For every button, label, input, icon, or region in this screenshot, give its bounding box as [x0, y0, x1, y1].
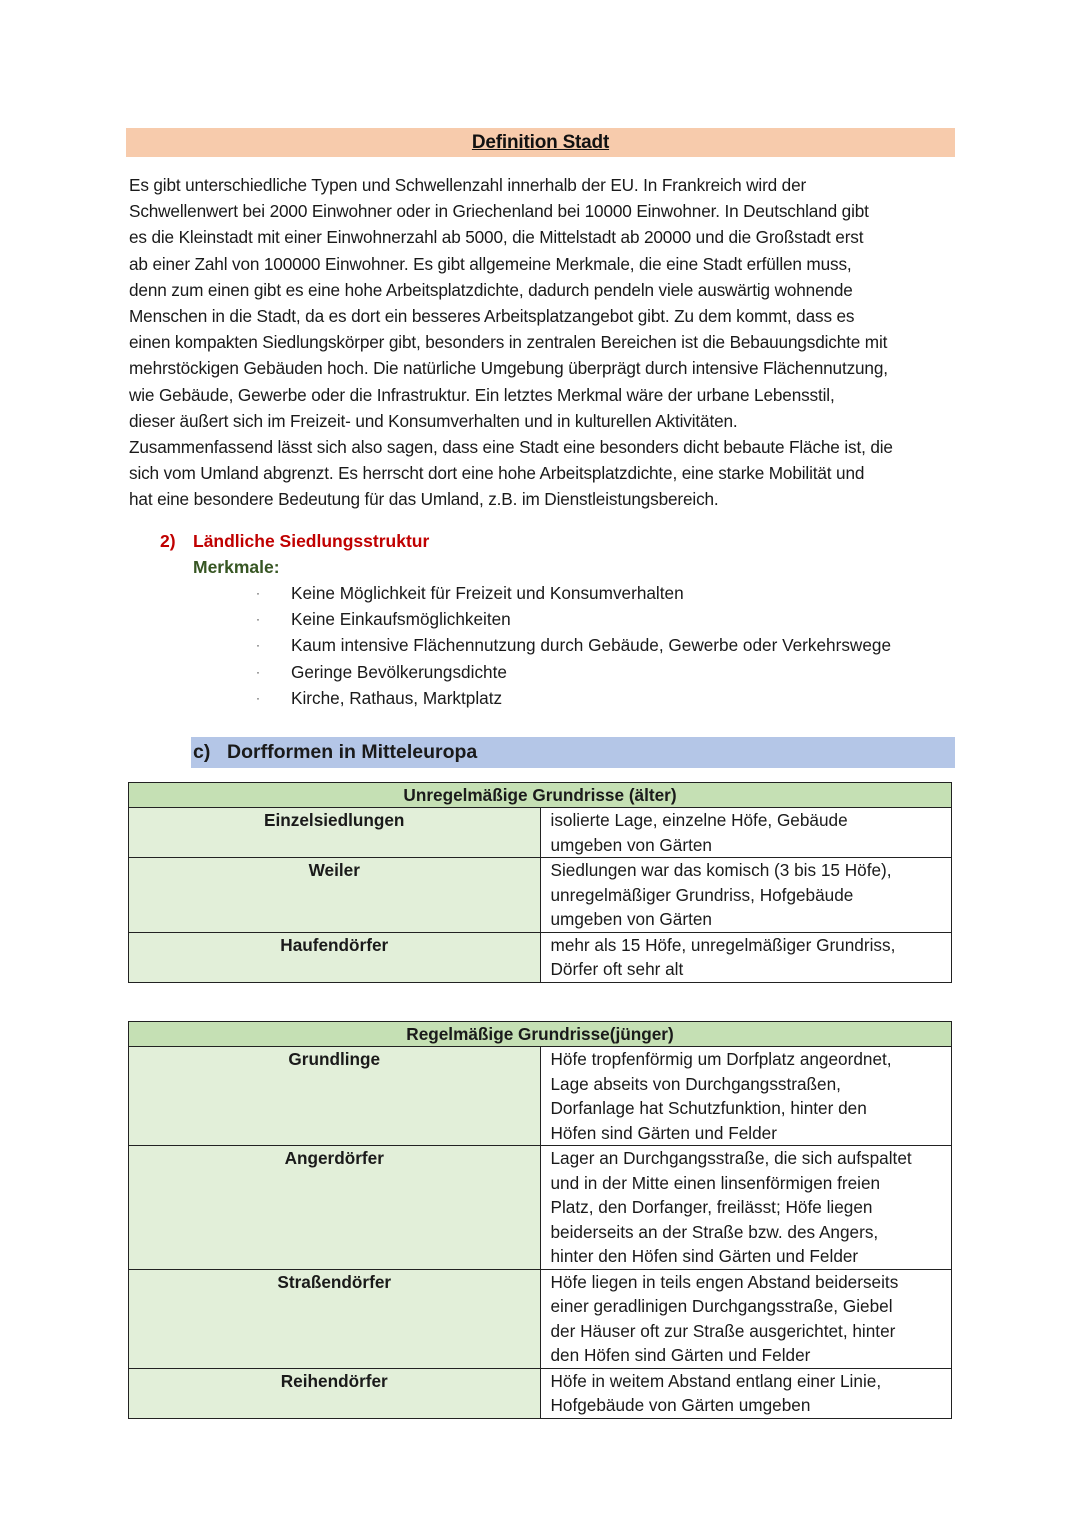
description-cell: [540, 1368, 952, 1418]
description-cell: [540, 858, 952, 933]
list-item: [256, 632, 891, 658]
description-line: Höfe tropfenförmig um Dorfplatz angeordnet,: [550, 1049, 892, 1069]
description-line: der Häuser oft zur Straße ausgerichtet, hinter: [550, 1320, 896, 1341]
irregular-layouts-table: [128, 782, 952, 983]
description-line: Dörfer oft sehr alt: [550, 959, 684, 979]
definition-paragraph: [129, 172, 959, 513]
list-item-text: Kirche, Rathaus, Marktplatz: [291, 687, 503, 708]
list-item: [256, 685, 891, 711]
bullet-icon: ·: [256, 586, 260, 600]
table-row: [129, 1047, 952, 1146]
list-item: [256, 606, 891, 632]
village-type-cell: Angerdörfer: [129, 1146, 541, 1270]
description-line: Höfe liegen in teils engen Abstand beiderseits: [550, 1271, 899, 1292]
paragraph-line: wie Gebäude, Gewerbe oder die Infrastruktur. Ein letztes Merkmal wäre der urbane Lebensstil,: [129, 384, 835, 405]
village-type-cell: Haufendörfer: [129, 932, 541, 982]
table-row: [129, 1146, 952, 1270]
description-line: mehr als 15 Höfe, unregelmäßiger Grundriss,: [550, 934, 896, 955]
village-type-cell: Reihendörfer: [129, 1368, 541, 1418]
bullet-icon: ·: [256, 690, 260, 705]
table-row: [129, 1269, 952, 1368]
description-line: Dorfanlage hat Schutzfunktion, hinter den: [550, 1098, 867, 1118]
definition-title-bar: [126, 128, 955, 157]
description-line: den Höfen sind Gärten und Felder: [550, 1345, 811, 1365]
section-number: 2): [160, 531, 176, 551]
list-item: [256, 580, 891, 606]
section-heading-text: Ländliche Siedlungsstruktur: [193, 531, 430, 551]
description-cell: [540, 808, 952, 858]
table-header: Unregelmäßige Grundrisse (älter): [129, 783, 952, 808]
section-letter: c): [193, 741, 211, 763]
bullet-icon: ·: [256, 664, 260, 679]
description-line: Lager an Durchgangsstraße, die sich aufspaltet: [550, 1148, 912, 1168]
list-item-text: Geringe Bevölkerungsdichte: [291, 661, 507, 682]
description-cell: [540, 1146, 952, 1270]
features-list: [256, 580, 891, 711]
table-body: [129, 1047, 952, 1419]
description-line: Platz, den Dorfanger, freilässt; Höfe liegen: [550, 1197, 873, 1217]
description-line: und in der Mitte einen linsenförmigen freien: [550, 1172, 881, 1193]
village-type-cell: Grundlinge: [129, 1047, 541, 1146]
paragraph-line: Zusammenfassend lässt sich also sagen, dass eine Stadt eine besonders dicht bebaute Fläche ist, die: [129, 437, 893, 458]
paragraph-line: es die Kleinstadt mit einer Einwohnerzahl ab 5000, die Mittelstadt ab 20000 und die Großstadt erst: [129, 227, 864, 248]
paragraph-line: Menschen in die Stadt, da es dort ein besseres Arbeitsplatzangebot gibt. Zu dem kommt, dass es: [129, 306, 855, 327]
table-header: Regelmäßige Grundrisse(jünger): [129, 1022, 952, 1047]
table-row: [129, 808, 952, 858]
list-item-text: Keine Möglichkeit für Freizeit und Konsumverhalten: [291, 583, 684, 603]
description-line: isolierte Lage, einzelne Höfe, Gebäude: [550, 810, 848, 830]
description-line: Höfen sind Gärten und Felder: [550, 1122, 777, 1143]
table-row: [129, 858, 952, 933]
list-item: [256, 659, 891, 685]
paragraph-line: Schwellenwert bei 2000 Einwohner oder in Griechenland bei 10000 Einwohner. In Deutschland gibt: [129, 201, 869, 222]
village-type-cell: Einzelsiedlungen: [129, 808, 541, 858]
list-item-text: Kaum intensive Flächennutzung durch Gebäude, Gewerbe oder Verkehrswege: [291, 635, 892, 656]
paragraph-line: hat eine besondere Bedeutung für das Umland, z.B. im Dienstleistungsbereich.: [129, 489, 719, 510]
rural-settlement-section: [160, 528, 429, 580]
paragraph-line: sich vom Umland abgrenzt. Es herrscht dort eine hohe Arbeitsplatzdichte, eine starke Mobilität und: [129, 463, 865, 484]
description-line: Siedlungen war das komisch (3 bis 15 Höfe),: [550, 860, 892, 880]
description-line: hinter den Höfen sind Gärten und Felder: [550, 1246, 859, 1266]
description-line: unregelmäßiger Grundriss, Hofgebäude: [550, 884, 854, 905]
section-heading-text: Dorfformen in Mitteleuropa: [227, 741, 478, 763]
definition-title: Definition Stadt: [471, 131, 610, 153]
village-forms-heading-bar: [191, 737, 955, 768]
paragraph-line: dieser äußert sich im Freizeit- und Konsumverhalten und in kulturellen Aktivitäten.: [129, 410, 738, 431]
paragraph-line: Es gibt unterschiedliche Typen und Schwellenzahl innerhalb der EU. In Frankreich wird der: [129, 175, 807, 195]
section-subheading: Merkmale:: [193, 557, 280, 577]
paragraph-line: ab einer Zahl von 100000 Einwohner. Es gibt allgemeine Merkmale, die eine Stadt erfüllen muss,: [129, 253, 852, 274]
bullet-icon: ·: [256, 612, 260, 627]
village-type-cell: Straßendörfer: [129, 1269, 541, 1368]
table-body: [129, 808, 952, 983]
description-cell: [540, 1047, 952, 1146]
description-line: einer geradlinigen Durchgangsstraße, Giebel: [550, 1296, 893, 1316]
table-row: [129, 1368, 952, 1418]
description-line: Hofgebäude von Gärten umgeben: [550, 1395, 811, 1415]
table-row: [129, 932, 952, 982]
description-line: Lage abseits von Durchgangsstraßen,: [550, 1073, 841, 1094]
paragraph-line: mehrstöckigen Gebäuden hoch. Die natürliche Umgebung überprägt durch intensive Flächennutzung,: [129, 358, 888, 379]
village-type-cell: Weiler: [129, 858, 541, 933]
description-cell: [540, 1269, 952, 1368]
list-item-text: Keine Einkaufsmöglichkeiten: [291, 609, 511, 630]
description-line: umgeben von Gärten: [550, 834, 712, 855]
description-cell: [540, 932, 952, 982]
paragraph-line: denn zum einen gibt es eine hohe Arbeitsplatzdichte, dadurch pendeln viele auswärtig wohnende: [129, 279, 853, 300]
paragraph-line: einen kompakten Siedlungskörper gibt, besonders in zentralen Bereichen ist die Bebauungsdichte mit: [129, 332, 888, 353]
description-line: beiderseits an der Straße bzw. des Angers,: [550, 1221, 879, 1242]
description-line: umgeben von Gärten: [550, 909, 712, 929]
regular-layouts-table: [128, 1021, 952, 1419]
description-line: Höfe in weitem Abstand entlang einer Linie,: [550, 1370, 882, 1391]
section-heading: [160, 528, 429, 554]
bullet-icon: ·: [256, 638, 260, 653]
